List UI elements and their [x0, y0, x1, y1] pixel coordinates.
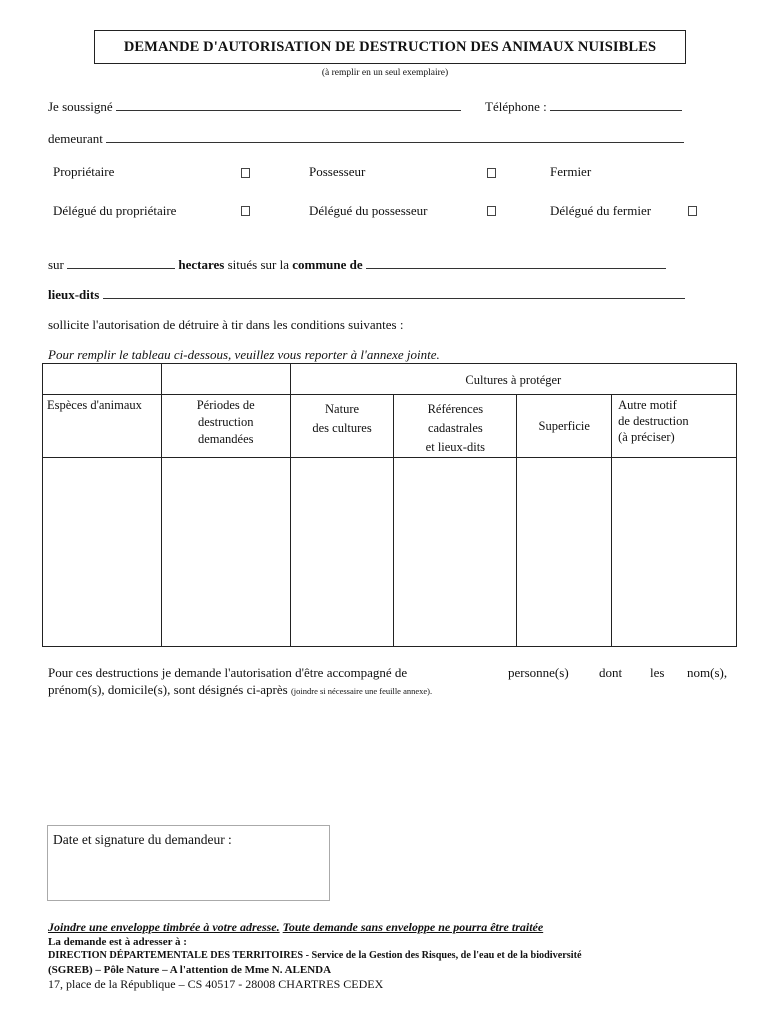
- address-field[interactable]: [106, 130, 684, 143]
- enveloppe-note-2: Toute demande sans enveloppe ne pourra être traitée: [282, 920, 544, 934]
- delegue-fermier-checkbox[interactable]: [688, 206, 697, 216]
- enveloppe-note: [48, 920, 543, 935]
- cell-autre[interactable]: [612, 458, 737, 647]
- header-references-line1: Références: [427, 402, 484, 416]
- option-delegue-possesseur-label: Délégué du possesseur: [309, 203, 428, 218]
- empty-header-cell: [43, 364, 162, 395]
- address-text: 17, place de la République – CS 40517 - 28008 CHARTRES CEDEX: [48, 977, 384, 991]
- enveloppe-note-1: Joindre une enveloppe timbrée à votre adresse.: [48, 920, 280, 934]
- accompagne-part4: les: [650, 665, 665, 680]
- header-autre-line1: Autre motif: [618, 398, 677, 412]
- accompagne-part3: dont: [599, 665, 623, 680]
- header-especes: Espèces d'animaux: [43, 395, 162, 458]
- accompagne-line2-note: (joindre si nécessaire une feuille annexe).: [290, 686, 433, 696]
- option-delegue-proprietaire-label: Délégué du propriétaire: [53, 203, 177, 218]
- name-field[interactable]: [116, 98, 461, 111]
- accompagne-part5: nom(s),: [687, 665, 728, 680]
- possesseur-checkbox[interactable]: [487, 168, 496, 178]
- cell-references[interactable]: [394, 458, 517, 647]
- signature-label: Date et signature du demandeur :: [53, 832, 232, 847]
- header-periodes-line3: demandées: [197, 432, 254, 446]
- cell-especes[interactable]: [43, 458, 162, 647]
- lieux-dits-row: [48, 286, 685, 303]
- je-soussigne-label: Je soussigné: [48, 99, 113, 114]
- cell-periodes[interactable]: [161, 458, 290, 647]
- header-autre-line2: de destruction: [618, 414, 689, 428]
- commune-label: commune de: [292, 257, 363, 272]
- header-autre-line3: (à préciser): [618, 430, 675, 444]
- header-periodes-line1: Périodes de: [196, 398, 255, 412]
- commune-field[interactable]: [366, 256, 666, 269]
- cultures-group-header: Cultures à protéger: [465, 373, 562, 387]
- form-subtitle: (à remplir en un seul exemplaire): [321, 68, 449, 78]
- adresser-label: La demande est à adresser à :: [48, 936, 187, 948]
- table-note: Pour remplir le tableau ci-dessous, veuillez vous reporter à l'annexe jointe.: [48, 347, 440, 362]
- accompagne-part2: personne(s): [508, 665, 569, 680]
- header-references: [394, 395, 517, 458]
- cultures-group-cell: [290, 364, 736, 395]
- delegue-proprietaire-checkbox[interactable]: [241, 206, 250, 216]
- telephone-row: [485, 98, 682, 115]
- lieux-dits-label: lieux-dits: [48, 287, 100, 302]
- header-periodes-line2: destruction: [197, 415, 254, 429]
- option-fermier-label: Fermier: [550, 164, 592, 179]
- table-header-row: [43, 395, 737, 458]
- header-nature-line2: des cultures: [312, 421, 372, 435]
- hectares-row: [48, 256, 666, 273]
- option-proprietaire-label: Propriétaire: [53, 164, 115, 179]
- demeurant-label: demeurant: [48, 131, 103, 146]
- header-superficie: Superficie: [517, 395, 612, 458]
- header-nature-line1: Nature: [325, 402, 360, 416]
- telephone-label: Téléphone :: [485, 99, 547, 114]
- header-nature: [290, 395, 394, 458]
- option-possesseur-label: Possesseur: [309, 164, 366, 179]
- signature-box[interactable]: [47, 825, 330, 901]
- demeurant-row: [48, 130, 684, 147]
- header-references-line3: et lieux-dits: [425, 440, 486, 454]
- direction-text: DIRECTION DÉPARTEMENTALE DES TERRITOIRES - Service de la Gestion des Risques, de l'eau et de la biodiversité: [48, 950, 582, 961]
- sgreb-text: (SGREB) – Pôle Nature – A l'attention de Mme N. ALENDA: [48, 964, 332, 976]
- option-delegue-fermier-label: Délégué du fermier: [550, 203, 652, 218]
- hectares-label: hectares: [178, 257, 225, 272]
- sur-label: sur: [48, 257, 64, 272]
- je-soussigne-row: [48, 98, 461, 115]
- header-periodes: [161, 395, 290, 458]
- table-row: [43, 458, 737, 647]
- sollicite-text: sollicite l'autorisation de détruire à tir dans les conditions suivantes :: [48, 317, 404, 332]
- telephone-field[interactable]: [550, 98, 682, 111]
- accompagne-line2-text: prénom(s), domicile(s), sont désignés ci-après: [48, 682, 288, 697]
- cell-superficie[interactable]: [517, 458, 612, 647]
- header-references-line2: cadastrales: [427, 421, 483, 435]
- delegue-possesseur-checkbox[interactable]: [487, 206, 496, 216]
- situes-label: situés sur la: [227, 257, 289, 272]
- empty-header-cell: [161, 364, 290, 395]
- accompagne-part1: Pour ces destructions je demande l'autorisation d'être accompagné de: [48, 665, 408, 680]
- header-autre: [612, 395, 737, 458]
- form-title: DEMANDE D'AUTORISATION DE DESTRUCTION DES ANIMAUX NUISIBLES: [94, 30, 686, 64]
- cell-nature[interactable]: [290, 458, 394, 647]
- accompagne-line2: [48, 682, 432, 698]
- table-group-header-row: [43, 364, 737, 395]
- lieux-dits-field[interactable]: [103, 286, 685, 299]
- proprietaire-checkbox[interactable]: [241, 168, 250, 178]
- hectares-field[interactable]: [67, 256, 175, 269]
- destruction-table: [42, 363, 737, 647]
